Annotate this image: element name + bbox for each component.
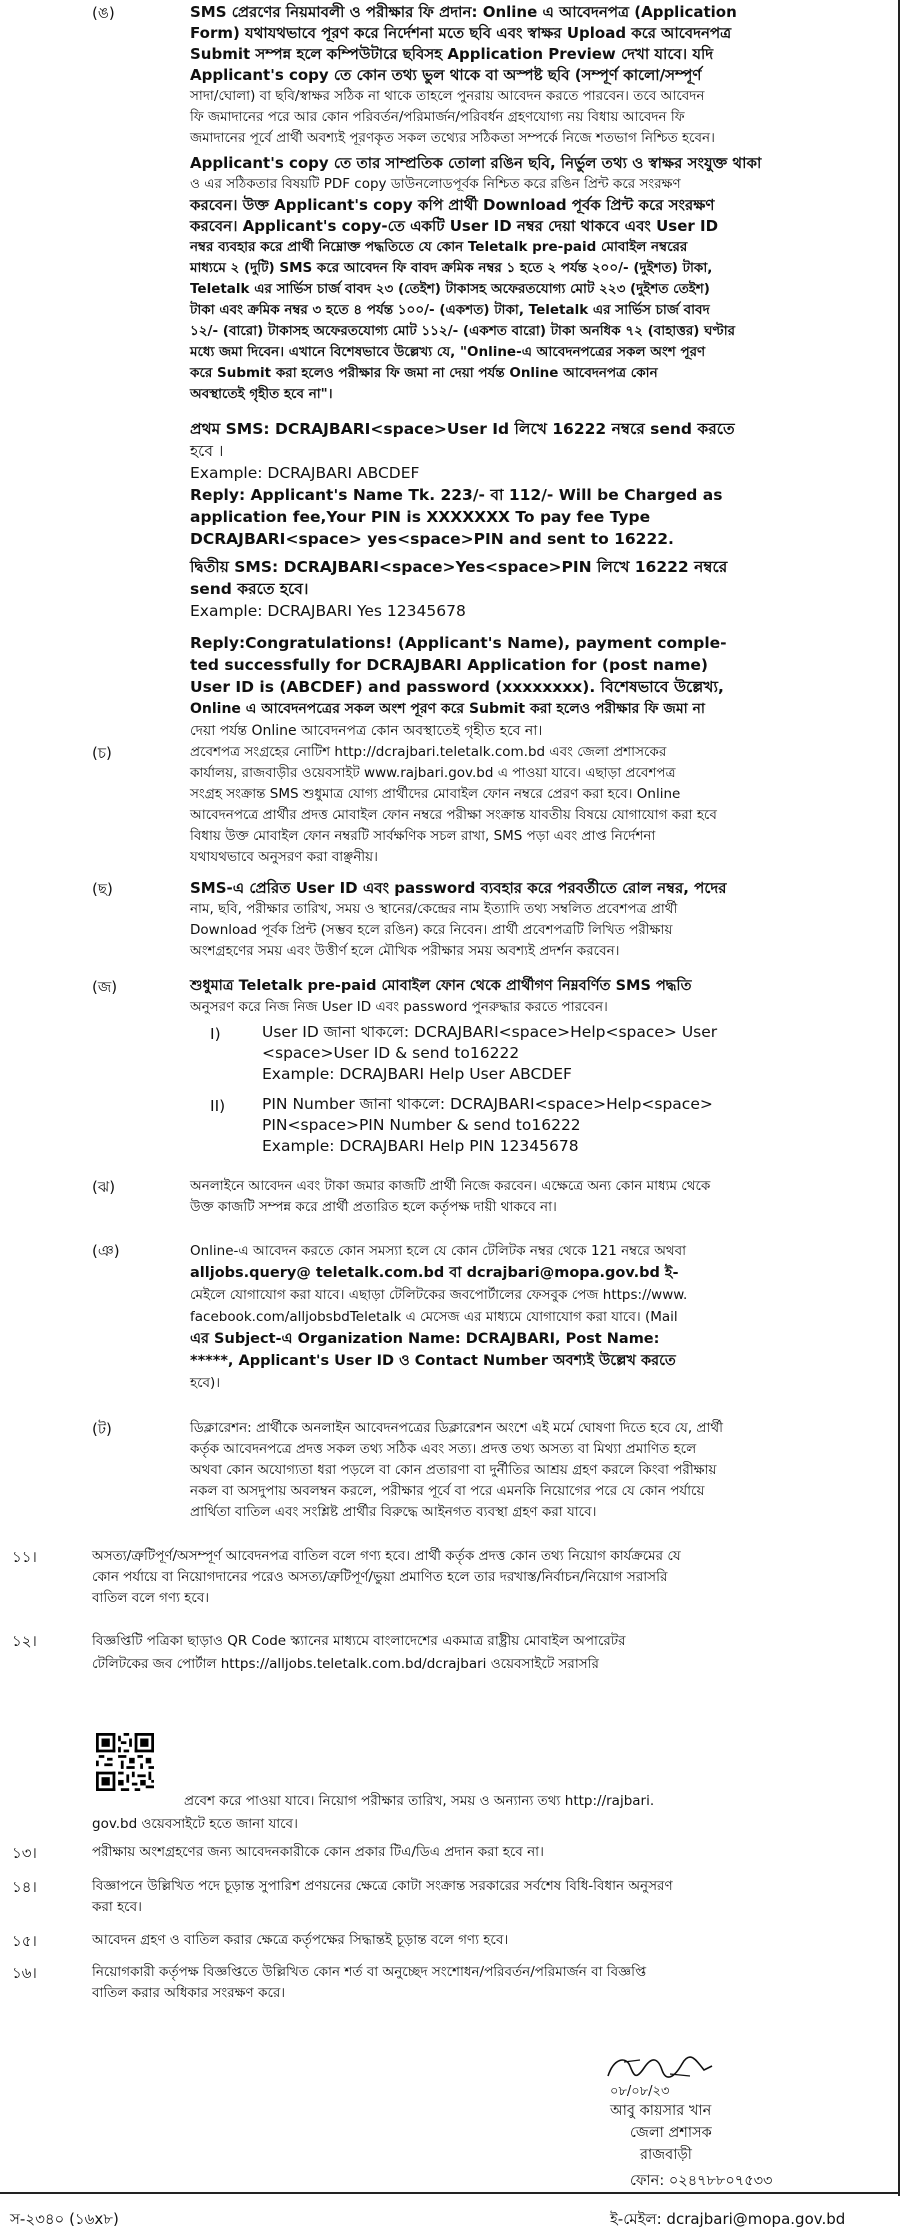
section-marker: (ছ) (92, 880, 113, 898)
text-line: শুধুমাত্র Teletalk pre-paid মোবাইল ফোন থেকে প্রার্থীগণ নিম্নবর্ণিত SMS পদ্ধতি (190, 978, 692, 994)
text-line: মধ্যে জমা দিবেন। এখানে বিশেষভাবে উল্লেখ্য যে, "Online-এ আবেদনপত্রের সকল অংশ পূরণ (190, 344, 706, 360)
text-line: করবেন। উক্ত Applicant's copy কপি প্রার্থী Download পূর্বক প্রিন্ট করে সংরক্ষণ (190, 196, 715, 214)
text-line: আবেদন গ্রহণ ও বাতিল করার ক্ষেত্রে কর্তৃপক্ষের সিদ্ধান্তই চূড়ান্ত বলে গণ্য হবে। (92, 1932, 509, 1948)
text-line: অথবা কোন অযোগ্যতা ধরা পড়লে বা কোন প্রতারণা বা দুর্নীতির আশ্রয় গ্রহণ করলে কিংবা পরীক্ষায় (190, 1462, 717, 1478)
section-body (190, 1418, 890, 1523)
text-line: Example: DCRAJBARI Help PIN 12345678 (262, 1137, 579, 1155)
item-number: II) (210, 1097, 226, 1115)
signature-icon (600, 2052, 720, 2086)
text-line: Example: DCRAJBARI Help User ABCDEF (262, 1065, 572, 1083)
text-line: ফি জমাদানের পরে আর কোন পরিবর্তন/পরিমার্জন/পরিবর্ধন গ্রহণযোগ্য নয় বিধায় আবেদন ফি (190, 109, 685, 125)
text-line: জমাদানের পূর্বে প্রার্থী অবশ্যই পূরণকৃত সকল তথ্যের সঠিকতা সম্পর্কে নিজে শতভাগ নিশ্চিত হবেন। (190, 130, 715, 146)
text-line: *****, Applicant's User ID ও Contact Number অবশ্যই উল্লেখ করতে (190, 1353, 676, 1369)
bottom-rule (0, 2192, 900, 2194)
text-line: facebook.com/alljobsbdTeletalk এ মেসেজ এর মাধ্যমে যোগাযোগ করা যাবে। (Mail (190, 1309, 678, 1325)
signature-date: ০৮/০৮/২৩ (610, 2084, 670, 2099)
text-line: বিজ্ঞাপনে উল্লিখিত পদে চূড়ান্ত সুপারিশ প্রণয়নের ক্ষেত্রে কোটা সংক্রান্ত সরকারের সর্বশেষ বিধি-বিধান অনুসরণ (92, 1878, 673, 1894)
sms-line: application fee,Your PIN is XXXXXXX To pay fee Type (190, 508, 651, 526)
sms-line: ted successfully for DCRAJBARI Application for (post name) (190, 656, 708, 674)
section-marker: (ট) (92, 1420, 112, 1438)
text-line: করে Submit করা হলেও পরীক্ষার ফি জমা না দেয়া পর্যন্ত Online আবেদনপত্র কোন (190, 365, 658, 381)
text-line: অবস্থাতেই গৃহীত হবে না"। (190, 386, 333, 402)
text-line: SMS-এ প্রেরিত User ID এবং password ব্যবহার করে পরবর্তীতে রোল নম্বর, পদের (190, 879, 727, 897)
text-line: Applicant's copy তে তার সাম্প্রতিক তোলা রঙিন ছবি, নির্ভুল তথ্য ও স্বাক্ষর সংযুক্ত থাকা (190, 154, 762, 172)
text-line: বিধায় উক্ত মোবাইল ফোন নম্বরটি সার্বক্ষণিক সচল রাখা, SMS পড়া এবং প্রাপ্ত নির্দেশনা (190, 828, 656, 844)
clause-number: ১১। (12, 1548, 37, 1566)
section-body (190, 742, 890, 868)
clause-body (92, 1876, 890, 1918)
text-line: Online-এ আবেদন করতে কোন সমস্যা হলে যে কোন টেলিটক নম্বর থেকে 121 নম্বরে অথবা (190, 1243, 687, 1259)
text-line: সংগ্রহ সংক্রান্ত SMS শুধুমাত্র যোগ্য প্রার্থীদের মোবাইল ফোন নম্বরে প্রেরণ করা হবে। Online (190, 786, 681, 802)
text-line: gov.bd ওয়েবসাইটে হতে জানা যাবে। (92, 1816, 298, 1832)
sms-line: DCRAJBARI<space> yes<space>PIN and sent to 16222. (190, 530, 674, 548)
text-line: টেলিটকের জব পোর্টাল https://alljobs.teletalk.com.bd/dcrajbari ওয়েবসাইটে সরাসরি (92, 1656, 599, 1672)
clause-number: ১৫। (12, 1932, 37, 1950)
section-marker: (জ) (92, 978, 118, 996)
text-line: অনুসরণ করে নিজ নিজ User ID এবং password পুনরুদ্ধার করতে পারবেন। (190, 999, 608, 1015)
clause-body (92, 1630, 890, 1676)
signer-name: আবু কায়সার খান (610, 2103, 712, 2119)
text-line: ১২/- (বারো) টাকাসহ অফেরতযোগ্য মোট ১১২/- (একশত বারো) টাকা অনধিক ৭২ (বাহাত্তর) ঘণ্টার (190, 323, 736, 339)
text-line: SMS প্রেরণের নিয়মাবলী ও পরীক্ষার ফি প্রদান: Online এ আবেদনপত্র (Application (190, 3, 737, 21)
clause-body (92, 1930, 890, 1951)
text-line: কার্যালয়, রাজবাড়ীর ওয়েবসাইট www.rajbari.gov.bd এ পাওয়া যাবে। এছাড়া প্রবেশপত্র (190, 765, 676, 781)
text-line: User ID জানা থাকলে: DCRAJBARI<space>Help<space> User (262, 1023, 718, 1041)
text-line: Form) যথাযথভাবে পূরণ করে নির্দেশনা মতে ছবি এবং স্বাক্ষর Upload করে আবেদনপত্র (190, 24, 732, 42)
text-line: বিজ্ঞপ্তিটি পত্রিকা ছাড়াও QR Code স্ক্যানের মাধ্যমে বাংলাদেশের একমাত্র রাষ্ট্রীয় মোবাইল অপারেটর (92, 1633, 626, 1649)
sms-line: Reply: Applicant's Name Tk. 223/- বা 112/- Will be Charged as (190, 486, 723, 504)
sms-line: Reply:Congratulations! (Applicant's Name), payment comple- (190, 634, 727, 652)
text-line: প্রবেশপত্র সংগ্রহের নোটিশ http://dcrajbari.teletalk.com.bd এবং জেলা প্রশাসকের (190, 744, 667, 760)
footer-code: স-২৩৪০ (১৬x৮) (10, 2210, 119, 2228)
qr-code-icon[interactable] (96, 1733, 154, 1791)
text-line: টাকা এবং ক্রমিক নম্বর ৩ হতে ৪ পর্যন্ত ১০০/- (একশত) টাকা, Teletalk এর সার্ভিস চার্জ বাবদ (190, 302, 710, 318)
text-line: Applicant's copy তে কোন তথ্য ভুল থাকে বা অস্পষ্ট ছবি (সম্পূর্ণ কালো/সম্পূর্ণ (190, 66, 702, 84)
text-line: উক্ত কাজটি সম্পন্ন করে প্রার্থী প্রতারিত হলে কর্তৃপক্ষ দায়ী থাকবে না। (190, 1199, 557, 1215)
text-line: নিয়োগকারী কর্তৃপক্ষ বিজ্ঞপ্তিতে উল্লিখিত কোন শর্ত বা অনুচ্ছেদ সংশোধন/পরিবর্তন/পরিমার্জন বা বিজ্ঞপ্তি (92, 1964, 647, 1980)
text-line: অংশগ্রহণের সময় এবং উত্তীর্ণ হলে মৌখিক পরীক্ষার সময় অবশ্যই প্রদর্শন করবেন। (190, 943, 620, 959)
section-body (190, 878, 890, 962)
sms-line: হবে । (190, 442, 224, 460)
sms-line: send করতে হবে। (190, 580, 309, 598)
clause-body (92, 1842, 890, 1863)
text-line: পরীক্ষায় অংশগ্রহণের জন্য আবেদনকারীকে কোন প্রকার টিএ/ডিএ প্রদান করা হবে না। (92, 1844, 544, 1860)
section-body (190, 976, 890, 1018)
clause-number: ১৬। (12, 1964, 37, 1982)
section-marker: (ঞ) (92, 1242, 120, 1260)
text-line: PIN<space>PIN Number & send to16222 (262, 1116, 581, 1134)
signer-title: জেলা প্রশাসক (630, 2125, 712, 2141)
signer-email: ই-মেইল: dcrajbari@mopa.gov.bd (610, 2210, 846, 2228)
item-text (262, 1022, 882, 1085)
text-line: মাধ্যমে ২ (দুটি) SMS করে আবেদন ফি বাবদ ক্রমিক নম্বর ১ হতে ২ পর্যন্ত ২০০/- (দুইশত) টাকা, (190, 260, 713, 276)
sms-body (190, 418, 890, 742)
section-body (190, 1176, 890, 1218)
signer-phone: ফোন: ০২৪৭৮৮০৭৫৩৩ (630, 2173, 773, 2189)
sms-line: Example: DCRAJBARI ABCDEF (190, 464, 420, 482)
text-line: ডিক্লারেশন: প্রার্থীকে অনলাইন আবেদনপত্রের ডিক্লারেশন অংশে এই মর্মে ঘোষণা দিতে হবে যে, প্রার্থী (190, 1420, 723, 1436)
text-line: PIN Number জানা থাকলে: DCRAJBARI<space>Help<space> (262, 1095, 713, 1113)
clause-number: ১৩। (12, 1844, 37, 1862)
clause-body (92, 1962, 890, 2004)
clause-body (92, 1546, 890, 1609)
section-body (190, 2, 890, 405)
text-line: মেইলে যোগাযোগ করা যাবে। এছাড়া টেলিটকের জবপোর্টালের ফেসবুক পেজ https://www. (190, 1287, 688, 1303)
sms-line: প্রথম SMS: DCRAJBARI<space>User Id লিখে 16222 নম্বরে send করতে (190, 420, 735, 438)
text-line: হবে)। (190, 1375, 221, 1391)
clause-number: ১২। (12, 1632, 37, 1650)
text-line: Teletalk এর সার্ভিস চার্জ বাবদ ২৩ (তেইশ) টাকাসহ অফেরতযোগ্য মোট ২২৩ (দুইশত তেইশ) (190, 281, 710, 297)
sms-line: দেয়া পর্যন্ত Online আবেদনপত্র কোন অবস্থাতেই গৃহীত হবে না। (190, 723, 543, 739)
text-line: <space>User ID & send to16222 (262, 1044, 520, 1062)
text-line: সাদা/ঘোলা) বা ছবি/স্বাক্ষর সঠিক না থাকে তাহলে পুনরায় আবেদন করতে পারবেন। তবে আবেদন (190, 88, 705, 104)
section-body (190, 1240, 890, 1394)
sms-line: দ্বিতীয় SMS: DCRAJBARI<space>Yes<space>PIN লিখে 16222 নম্বরে (190, 558, 728, 576)
text-line: কর্তৃক আবেদনপত্রে প্রদত্ত সকল তথ্য সঠিক এবং সত্য। প্রদত্ত তথ্য অসত্য বা মিথ্যা প্রমাণিত হলে (190, 1441, 697, 1457)
section-marker: (ঝ) (92, 1178, 116, 1196)
text-line: Download পূর্বক প্রিন্ট (সম্ভব হলে রঙিন) করে নিবেন। প্রার্থী প্রবেশপত্রটি লিখিত পরীক্ষায় (190, 922, 673, 938)
text-line: কোন পর্যায়ে বা নিয়োগদানের পরেও অসত্য/ত্রুটিপূর্ণ/ভুয়া প্রমাণিত হলে তার দরখাস্ত/নির্বাচন/নিয়োগ সরাসরি (92, 1569, 668, 1585)
text-line: বাতিল করার অধিকার সংরক্ষণ করে। (92, 1985, 286, 2001)
clause-number: ১৪। (12, 1878, 37, 1896)
text-line: এর Subject-এ Organization Name: DCRAJBARI, Post Name: (190, 1331, 660, 1347)
text-line: ও এর সঠিকতার বিষয়টি PDF copy ডাউনলোডপূর্বক নিশ্চিত করে রঙিন প্রিন্ট করে সংরক্ষণ (190, 176, 681, 192)
text-line: আবেদনপত্রে প্রার্থীর প্রদত্ত মোবাইল ফোন নম্বরে পরীক্ষা সংক্রান্ত যাবতীয় বিষয়ে যোগাযোগ করা হবে (190, 807, 717, 823)
sms-line: Online এ আবেদনপত্রের সকল অংশ পূরণ করে Submit করা হলেও পরীক্ষার ফি জমা না (190, 701, 705, 717)
text-line: নাম, ছবি, পরীক্ষার তারিখ, সময় ও স্থানের/কেন্দ্রের নাম ইত্যাদি তথ্য সম্বলিত প্রবেশপত্র প্রার্থী (190, 901, 678, 917)
text-line: alljobs.query@ teletalk.com.bd বা dcrajbari@mopa.gov.bd ই- (190, 1265, 679, 1281)
sms-line: Example: DCRAJBARI Yes 12345678 (190, 602, 466, 620)
item-number: I) (210, 1025, 221, 1043)
section-marker: (চ) (92, 744, 112, 762)
signer-district: রাজবাড়ী (640, 2147, 692, 2163)
text-line: প্রবেশ করে পাওয়া যাবে। নিয়োগ পরীক্ষার তারিখ, সময় ও অন্যান্য তথ্য http://rajbari. (184, 1793, 655, 1809)
clause-body (92, 1790, 890, 1836)
text-line: বাতিল বলে গণ্য হবে। (92, 1590, 210, 1606)
section-marker: (ঙ) (92, 4, 115, 22)
text-line: অনলাইনে আবেদন এবং টাকা জমার কাজটি প্রার্থী নিজে করবেন। এক্ষেত্রে অন্য কোন মাধ্যম থেকে (190, 1178, 711, 1194)
text-line: নকল বা অসদুপায় অবলম্বন করলে, পরীক্ষার পূর্বে বা পরে এমনকি নিয়োগের পরে যে কোন পর্যায়ে (190, 1483, 705, 1499)
text-line: অসত্য/ত্রুটিপূর্ণ/অসম্পূর্ণ আবেদনপত্র বাতিল বলে গণ্য হবে। প্রার্থী কর্তৃক প্রদত্ত কোন তথ্য নিয়োগ কার্যক্রমের যে (92, 1548, 681, 1564)
text-line: করা হবে। (92, 1899, 142, 1915)
text-line: করবেন। Applicant's copy-তে একটি User ID নম্বর দেয়া থাকবে এবং User ID (190, 217, 719, 235)
text-line: প্রার্থিতা বাতিল এবং সংশ্লিষ্ট প্রার্থীর বিরুদ্ধে আইনগত ব্যবস্থা গ্রহণ করা যাবে। (190, 1504, 597, 1520)
text-line: নম্বর ব্যবহার করে প্রার্থী নিম্নোক্ত পদ্ধতিতে যে কোন Teletalk pre-paid মোবাইল নম্বরের (190, 239, 688, 255)
sms-line: User ID is (ABCDEF) and password (xxxxxxxx). বিশেষভাবে উল্লেখ্য, (190, 678, 724, 696)
text-line: যথাযথভাবে অনুসরণ করা বাঞ্ছনীয়। (190, 849, 378, 865)
text-line: Submit সম্পন্ন হলে কম্পিউটারে ছবিসহ Application Preview দেখা যাবে। যদি (190, 45, 714, 63)
item-text (262, 1094, 882, 1157)
